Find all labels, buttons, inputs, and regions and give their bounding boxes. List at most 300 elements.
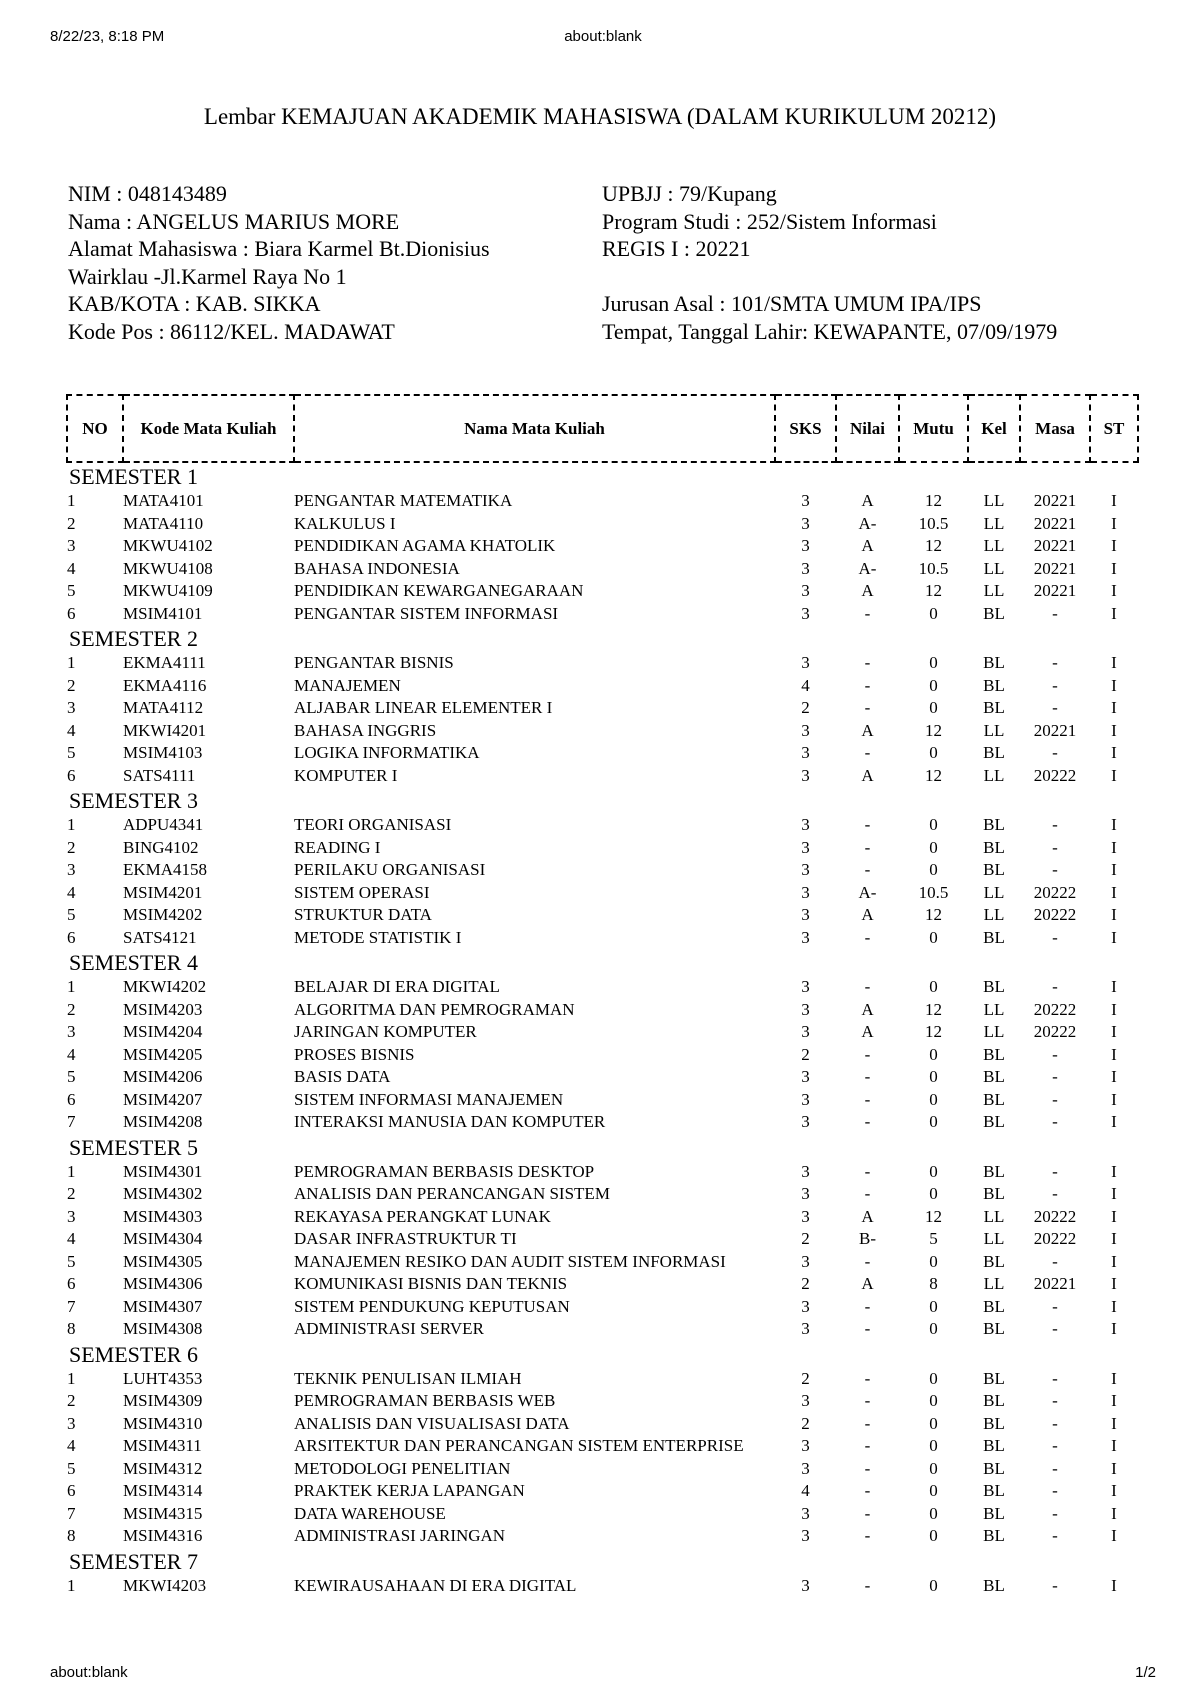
course-row <box>67 558 1138 581</box>
cell-mutu: 0 <box>929 1391 938 1411</box>
course-row <box>67 652 1138 675</box>
cell-nilai: - <box>864 837 871 857</box>
semester-header <box>67 462 1138 490</box>
cell-nilai: A- <box>858 882 877 902</box>
cell-no: 2 <box>67 999 76 1019</box>
cell-mutu: 0 <box>929 837 938 857</box>
cell-sks: 2 <box>801 698 810 718</box>
cell-no: 3 <box>67 860 76 880</box>
cell-nilai: A <box>861 720 874 740</box>
cell-st: I <box>1111 837 1117 857</box>
cell-nama: ARSITEKTUR DAN PERANCANGAN SISTEM ENTERPRISE <box>294 1436 744 1456</box>
cell-nama: ANALISIS DAN PERANCANGAN SISTEM <box>294 1184 610 1204</box>
course-row <box>67 580 1138 603</box>
course-row <box>67 1318 1138 1341</box>
cell-nama: LOGIKA INFORMATIKA <box>294 743 480 763</box>
cell-no: 4 <box>67 720 76 740</box>
course-row <box>67 1228 1138 1251</box>
student-info-left <box>68 180 558 345</box>
semester-label: SEMESTER 5 <box>69 1134 198 1160</box>
cell-kel: BL <box>983 1184 1005 1204</box>
cell-no: 6 <box>67 1089 76 1109</box>
cell-mutu: 10.5 <box>918 882 949 902</box>
cell-masa: 20221 <box>1033 581 1077 601</box>
cell-st: I <box>1111 1251 1117 1271</box>
cell-nilai: - <box>864 675 871 695</box>
cell-nama: KOMUNIKASI BISNIS DAN TEKNIS <box>294 1274 568 1294</box>
cell-masa: - <box>1052 1044 1058 1064</box>
cell-sks: 3 <box>801 558 810 578</box>
cell-kode: MSIM4309 <box>123 1391 203 1411</box>
semester-header <box>67 625 1138 652</box>
cell-masa: - <box>1052 1161 1058 1181</box>
cell-sks: 4 <box>801 1481 810 1501</box>
cell-kel: BL <box>983 1368 1005 1388</box>
cell-nilai: - <box>864 1413 871 1433</box>
cell-nilai: - <box>864 1251 871 1271</box>
cell-nama: PENGANTAR SISTEM INFORMASI <box>294 603 559 623</box>
cell-no: 2 <box>67 837 76 857</box>
cell-st: I <box>1111 1274 1117 1294</box>
cell-no: 3 <box>67 1206 76 1226</box>
cell-st: I <box>1111 720 1117 740</box>
cell-nama: ALJABAR LINEAR ELEMENTER I <box>294 698 553 718</box>
cell-masa: 20221 <box>1033 1274 1077 1294</box>
cell-kel: BL <box>983 603 1005 623</box>
cell-kel: BL <box>983 1526 1005 1546</box>
cell-kel: LL <box>983 558 1005 578</box>
cell-masa: 20221 <box>1033 491 1077 511</box>
cell-kode: SATS4111 <box>123 765 196 785</box>
cell-no: 6 <box>67 1274 76 1294</box>
cell-masa: 20222 <box>1033 882 1077 902</box>
cell-sks: 3 <box>801 1296 810 1316</box>
cell-kode: EKMA4158 <box>123 860 208 880</box>
cell-sks: 3 <box>801 536 810 556</box>
cell-masa: - <box>1052 1526 1058 1546</box>
cell-st: I <box>1111 815 1117 835</box>
cell-nama: BAHASA INGGRIS <box>294 720 437 740</box>
cell-masa: - <box>1052 1319 1058 1339</box>
cell-masa: - <box>1052 1296 1058 1316</box>
course-row <box>67 1480 1138 1503</box>
cell-kode: MSIM4202 <box>123 905 203 925</box>
cell-no: 1 <box>67 1161 76 1181</box>
page-number: 1/2 <box>1135 1664 1156 1681</box>
cell-kode: MSIM4204 <box>123 1022 203 1042</box>
cell-kode: MSIM4103 <box>123 743 203 763</box>
cell-kode: EKMA4116 <box>123 675 207 695</box>
course-row <box>67 1575 1138 1598</box>
cell-nama: READING I <box>294 837 381 857</box>
cell-mutu: 12 <box>925 999 942 1019</box>
cell-nilai: - <box>864 1436 871 1456</box>
course-row <box>67 765 1138 788</box>
cell-st: I <box>1111 882 1117 902</box>
print-url: about:blank <box>564 28 642 45</box>
cell-kode: MKWU4102 <box>123 536 213 556</box>
cell-sks: 2 <box>801 1229 810 1249</box>
cell-kel: BL <box>983 1251 1005 1271</box>
course-row <box>67 675 1138 698</box>
cell-kode: MSIM4304 <box>123 1229 203 1249</box>
cell-masa: - <box>1052 743 1058 763</box>
cell-nama: PENGANTAR MATEMATIKA <box>294 491 513 511</box>
cell-sks: 3 <box>801 743 810 763</box>
cell-nama: ADMINISTRASI SERVER <box>294 1319 484 1339</box>
cell-kel: BL <box>983 1575 1005 1595</box>
grades-body <box>67 462 1138 1597</box>
cell-nama: ADMINISTRASI JARINGAN <box>294 1526 506 1546</box>
cell-sks: 2 <box>801 1274 810 1294</box>
cell-kel: BL <box>983 1161 1005 1181</box>
cell-sks: 2 <box>801 1368 810 1388</box>
cell-mutu: 0 <box>929 1184 938 1204</box>
cell-no: 2 <box>67 1391 76 1411</box>
cell-kel: BL <box>983 815 1005 835</box>
cell-mutu: 0 <box>929 1296 938 1316</box>
cell-sks: 3 <box>801 977 810 997</box>
cell-no: 4 <box>67 1044 76 1064</box>
cell-no: 6 <box>67 603 76 623</box>
cell-nama: SISTEM INFORMASI MANAJEMEN <box>294 1089 564 1109</box>
cell-st: I <box>1111 491 1117 511</box>
course-row <box>67 1273 1138 1296</box>
cell-nama: KOMPUTER I <box>294 765 398 785</box>
cell-kel: BL <box>983 1481 1005 1501</box>
cell-nama: ALGORITMA DAN PEMROGRAMAN <box>294 999 575 1019</box>
spacer <box>602 263 1162 291</box>
course-row <box>67 1183 1138 1206</box>
cell-mutu: 12 <box>925 765 942 785</box>
cell-masa: 20222 <box>1033 1229 1077 1249</box>
semester-label: SEMESTER 2 <box>69 626 198 651</box>
cell-masa: - <box>1052 1067 1058 1087</box>
cell-kode: EKMA4111 <box>123 653 206 673</box>
cell-mutu: 0 <box>929 1503 938 1523</box>
cell-masa: - <box>1052 837 1058 857</box>
cell-sks: 3 <box>801 1112 810 1132</box>
cell-no: 8 <box>67 1319 76 1339</box>
cell-mutu: 0 <box>929 1067 938 1087</box>
cell-st: I <box>1111 1503 1117 1523</box>
cell-st: I <box>1111 1022 1117 1042</box>
footer-url: about:blank <box>50 1664 128 1681</box>
cell-kode: MSIM4315 <box>123 1503 203 1523</box>
cell-nilai: - <box>864 698 871 718</box>
cell-nilai: - <box>864 603 871 623</box>
cell-kode: MSIM4308 <box>123 1319 203 1339</box>
course-row <box>67 1206 1138 1229</box>
jurusan-field: Jurusan Asal : 101/SMTA UMUM IPA/IPS <box>602 291 982 316</box>
cell-nama: DATA WAREHOUSE <box>294 1503 446 1523</box>
cell-mutu: 10.5 <box>918 513 949 533</box>
cell-no: 7 <box>67 1503 76 1523</box>
course-row <box>67 1413 1138 1436</box>
cell-sks: 3 <box>801 1319 810 1339</box>
cell-nilai: - <box>864 1067 871 1087</box>
cell-nama: PERILAKU ORGANISASI <box>294 860 486 880</box>
kodepos-field: Kode Pos : 86112/KEL. MADAWAT <box>68 318 395 344</box>
semester-header <box>67 949 1138 976</box>
cell-no: 2 <box>67 513 76 533</box>
cell-st: I <box>1111 1368 1117 1388</box>
cell-kel: BL <box>983 1089 1005 1109</box>
cell-kode: MSIM4206 <box>123 1067 203 1087</box>
cell-sks: 3 <box>801 999 810 1019</box>
cell-sks: 3 <box>801 1067 810 1087</box>
cell-kode: MSIM4303 <box>123 1206 203 1226</box>
cell-nilai: A- <box>858 558 877 578</box>
cell-nama: KALKULUS I <box>294 513 396 533</box>
cell-kode: MKWI4203 <box>123 1575 207 1595</box>
cell-kel: BL <box>983 860 1005 880</box>
cell-sks: 3 <box>801 1184 810 1204</box>
cell-kel: BL <box>983 1391 1005 1411</box>
cell-sks: 3 <box>801 1526 810 1546</box>
cell-masa: 20222 <box>1033 999 1077 1019</box>
cell-st: I <box>1111 743 1117 763</box>
cell-no: 1 <box>67 977 76 997</box>
cell-masa: - <box>1052 1391 1058 1411</box>
cell-st: I <box>1111 513 1117 533</box>
cell-st: I <box>1111 1575 1117 1595</box>
cell-masa: - <box>1052 977 1058 997</box>
ttl-field: Tempat, Tanggal Lahir: KEWAPANTE, 07/09/1979 <box>602 318 1058 344</box>
cell-mutu: 0 <box>929 860 938 880</box>
upbjj-field: UPBJJ : 79/Kupang <box>602 181 777 206</box>
cell-kel: BL <box>983 653 1005 673</box>
cell-masa: 20222 <box>1033 905 1077 925</box>
cell-no: 3 <box>67 698 76 718</box>
col-header-st: ST <box>1090 395 1138 462</box>
cell-sks: 3 <box>801 1089 810 1109</box>
cell-kode: MSIM4207 <box>123 1089 203 1109</box>
col-header-masa: Masa <box>1020 395 1090 462</box>
cell-kode: MSIM4205 <box>123 1044 203 1064</box>
cell-kode: MSIM4302 <box>123 1184 203 1204</box>
cell-no: 2 <box>67 1184 76 1204</box>
cell-kel: BL <box>983 1067 1005 1087</box>
cell-kel: LL <box>983 1274 1005 1294</box>
cell-no: 4 <box>67 1436 76 1456</box>
cell-sks: 2 <box>801 1413 810 1433</box>
cell-kel: LL <box>983 999 1005 1019</box>
cell-nama: BASIS DATA <box>294 1067 391 1087</box>
course-row <box>67 1390 1138 1413</box>
cell-masa: - <box>1052 675 1058 695</box>
cell-nama: TEORI ORGANISASI <box>294 815 452 835</box>
course-row <box>67 1066 1138 1089</box>
kabkota-field: KAB/KOTA : KAB. SIKKA <box>68 291 321 316</box>
cell-kel: BL <box>983 1044 1005 1064</box>
cell-kode: MSIM4201 <box>123 882 203 902</box>
cell-kel: LL <box>983 581 1005 601</box>
cell-nilai: - <box>864 815 871 835</box>
cell-st: I <box>1111 927 1117 947</box>
semester-label: SEMESTER 3 <box>69 788 198 813</box>
cell-st: I <box>1111 1229 1117 1249</box>
course-row <box>67 1525 1138 1548</box>
print-footer <box>50 1664 1156 1684</box>
course-row <box>67 1251 1138 1274</box>
cell-mutu: 0 <box>929 1575 938 1595</box>
cell-kel: BL <box>983 1319 1005 1339</box>
cell-sks: 3 <box>801 1575 810 1595</box>
cell-kel: LL <box>983 1229 1005 1249</box>
cell-kel: BL <box>983 1112 1005 1132</box>
cell-masa: - <box>1052 1575 1058 1595</box>
cell-sks: 3 <box>801 860 810 880</box>
col-header-kel: Kel <box>968 395 1020 462</box>
course-row <box>67 999 1138 1022</box>
cell-st: I <box>1111 536 1117 556</box>
cell-mutu: 0 <box>929 977 938 997</box>
regis-field: REGIS I : 20221 <box>602 236 751 261</box>
cell-st: I <box>1111 1184 1117 1204</box>
cell-sks: 3 <box>801 1503 810 1523</box>
cell-mutu: 12 <box>925 491 942 511</box>
cell-kode: MSIM4203 <box>123 999 203 1019</box>
cell-nilai: A- <box>858 513 877 533</box>
semester-label: SEMESTER 6 <box>69 1341 198 1367</box>
cell-no: 4 <box>67 558 76 578</box>
cell-no: 3 <box>67 536 76 556</box>
cell-mutu: 0 <box>929 1413 938 1433</box>
cell-kel: BL <box>983 977 1005 997</box>
cell-nilai: A <box>861 765 874 785</box>
cell-no: 6 <box>67 765 76 785</box>
cell-kel: BL <box>983 698 1005 718</box>
cell-mutu: 0 <box>929 1161 938 1181</box>
cell-nilai: A <box>861 536 874 556</box>
course-row <box>67 697 1138 720</box>
cell-kel: LL <box>983 1206 1005 1226</box>
cell-kode: MSIM4310 <box>123 1413 203 1433</box>
cell-nama: METODE STATISTIK I <box>294 927 462 947</box>
cell-nama: METODOLOGI PENELITIAN <box>294 1458 511 1478</box>
cell-no: 1 <box>67 491 76 511</box>
cell-masa: - <box>1052 698 1058 718</box>
cell-masa: - <box>1052 1458 1058 1478</box>
cell-no: 6 <box>67 927 76 947</box>
semester-header <box>67 1341 1138 1368</box>
cell-nama: REKAYASA PERANGKAT LUNAK <box>294 1206 551 1226</box>
cell-mutu: 5 <box>929 1229 938 1249</box>
semester-label: SEMESTER 7 <box>69 1548 198 1574</box>
cell-masa: 20222 <box>1033 1206 1077 1226</box>
cell-masa: - <box>1052 603 1058 623</box>
col-header-kode: Kode Mata Kuliah <box>123 395 294 462</box>
document-title: Lembar KEMAJUAN AKADEMIK MAHASISWA (DALAM KURIKULUM 20212) <box>203 104 997 129</box>
course-row <box>67 1368 1138 1391</box>
cell-masa: - <box>1052 1436 1058 1456</box>
cell-mutu: 0 <box>929 698 938 718</box>
cell-st: I <box>1111 558 1117 578</box>
cell-nama: MANAJEMEN <box>294 675 401 695</box>
col-header-mutu: Mutu <box>899 395 968 462</box>
cell-st: I <box>1111 1296 1117 1316</box>
nama-field: Nama : ANGELUS MARIUS MORE <box>68 208 400 234</box>
cell-sks: 3 <box>801 720 810 740</box>
cell-mutu: 0 <box>929 675 938 695</box>
cell-nilai: - <box>864 860 871 880</box>
course-row <box>67 742 1138 765</box>
cell-mutu: 0 <box>929 1526 938 1546</box>
cell-masa: 20221 <box>1033 513 1077 533</box>
cell-mutu: 0 <box>929 1319 938 1339</box>
course-row <box>67 720 1138 743</box>
course-row <box>67 603 1138 626</box>
course-row <box>67 1296 1138 1319</box>
cell-no: 5 <box>67 905 76 925</box>
cell-sks: 3 <box>801 1458 810 1478</box>
cell-nama: SISTEM PENDUKUNG KEPUTUSAN <box>294 1296 570 1316</box>
semester-label: SEMESTER 4 <box>69 950 198 975</box>
cell-mutu: 0 <box>929 927 938 947</box>
cell-st: I <box>1111 905 1117 925</box>
cell-nama: PEMROGRAMAN BERBASIS WEB <box>294 1391 556 1411</box>
cell-masa: - <box>1052 1503 1058 1523</box>
cell-kode: LUHT4353 <box>123 1368 203 1388</box>
cell-nama: JARINGAN KOMPUTER <box>294 1022 477 1042</box>
cell-nama: PENGANTAR BISNIS <box>294 653 454 673</box>
cell-no: 5 <box>67 1251 76 1271</box>
course-row <box>67 1044 1138 1067</box>
course-row <box>67 1089 1138 1112</box>
cell-no: 5 <box>67 743 76 763</box>
student-info-right <box>602 180 1162 345</box>
course-row <box>67 1021 1138 1044</box>
cell-mutu: 0 <box>929 1044 938 1064</box>
cell-masa: - <box>1052 1184 1058 1204</box>
cell-nama: KEWIRAUSAHAAN DI ERA DIGITAL <box>294 1575 577 1595</box>
cell-masa: - <box>1052 860 1058 880</box>
cell-st: I <box>1111 1112 1117 1132</box>
cell-sks: 4 <box>801 675 810 695</box>
print-datetime: 8/22/23, 8:18 PM <box>50 28 165 45</box>
cell-kel: BL <box>983 1503 1005 1523</box>
cell-masa: 20222 <box>1033 765 1077 785</box>
cell-nama: TEKNIK PENULISAN ILMIAH <box>294 1368 522 1388</box>
cell-no: 6 <box>67 1481 76 1501</box>
cell-nama: PENDIDIKAN AGAMA KHATOLIK <box>294 536 556 556</box>
cell-mutu: 0 <box>929 1368 938 1388</box>
col-header-no: NO <box>67 395 123 462</box>
cell-mutu: 0 <box>929 815 938 835</box>
cell-nilai: - <box>864 1112 871 1132</box>
cell-kode: MSIM4314 <box>123 1481 203 1501</box>
cell-kel: LL <box>983 882 1005 902</box>
cell-nama: PENDIDIKAN KEWARGANEGARAAN <box>294 581 584 601</box>
cell-no: 5 <box>67 1067 76 1087</box>
cell-nama: PRAKTEK KERJA LAPANGAN <box>294 1481 525 1501</box>
cell-masa: 20221 <box>1033 558 1077 578</box>
cell-sks: 3 <box>801 927 810 947</box>
cell-sks: 3 <box>801 603 810 623</box>
cell-nilai: A <box>861 1206 874 1226</box>
cell-nilai: - <box>864 1503 871 1523</box>
cell-no: 4 <box>67 882 76 902</box>
course-row <box>67 1111 1138 1134</box>
cell-st: I <box>1111 1413 1117 1433</box>
cell-st: I <box>1111 860 1117 880</box>
cell-sks: 3 <box>801 513 810 533</box>
grades-table <box>66 394 1139 1597</box>
cell-nama: DASAR INFRASTRUKTUR TI <box>294 1229 517 1249</box>
cell-masa: - <box>1052 815 1058 835</box>
cell-mutu: 12 <box>925 581 942 601</box>
